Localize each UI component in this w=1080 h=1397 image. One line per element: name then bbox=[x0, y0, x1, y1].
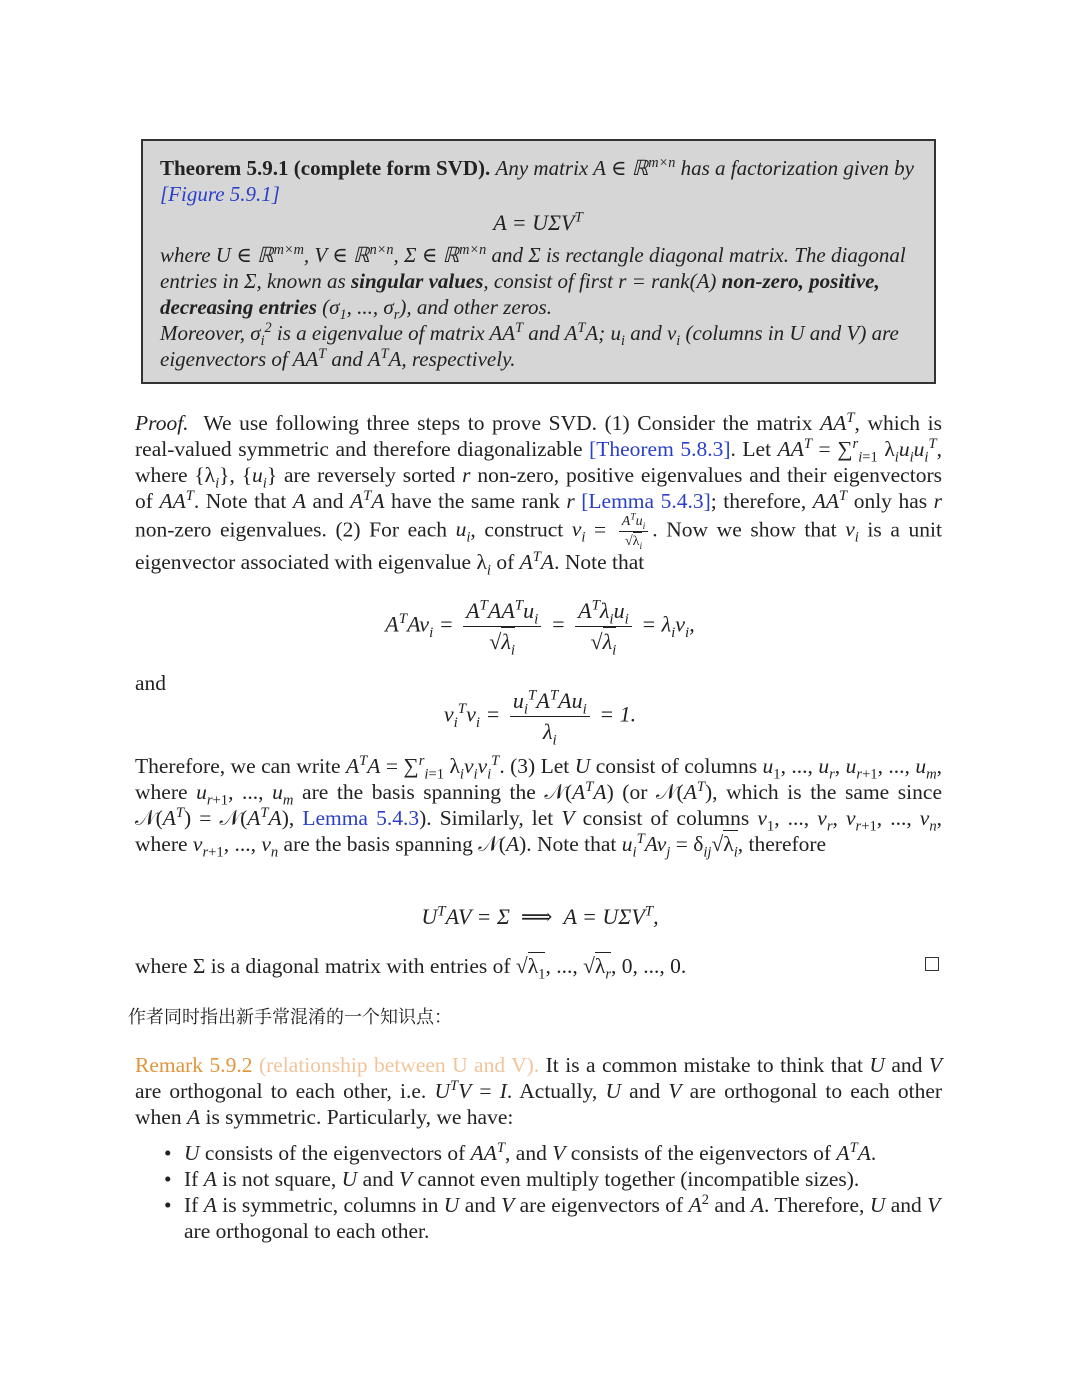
theorem-equation: $A = U\Sigma V^T$ bbox=[493, 209, 583, 235]
remark-subtitle: (relationship between U and V). bbox=[258, 1053, 540, 1077]
list-item: • If A is symmetric, columns in U and V are eigenvectors of $A^2$ and A. Therefore, U and V are orthogonal to each other. bbox=[160, 1192, 945, 1244]
proof-label: Proof. bbox=[135, 411, 189, 435]
theorem-moreover: Moreover, $\sigma_i^2$ is a eigenvalue of matrix $AA^T$ and $A^TA$; $u_i$ and $v_i$ (columns in U and V) are eigenvectors of $AA^T$ and $A^TA$, respectively. bbox=[160, 320, 899, 371]
lemma-5-4-3-link[interactable]: [Lemma 5.4.3] bbox=[581, 489, 711, 513]
list-item: • If A is not square, U and V cannot even multiply together (incompatible sizes). bbox=[160, 1166, 945, 1192]
and-word: and bbox=[135, 671, 167, 695]
figure-reference-link[interactable]: [Figure 5.9.1] bbox=[160, 182, 280, 206]
equation-2: $v_i^Tv_i$ = $\frac{u_i^TA^TAu_i}{\lambda_i}$ = 1. bbox=[443, 687, 637, 749]
remark-bullet-list bbox=[160, 1140, 945, 1244]
theorem-statement-start: Any matrix A ∈ ℝ$^{m\times n}$ has a factorization given by bbox=[495, 155, 914, 180]
singular-values-term: singular values bbox=[350, 269, 484, 293]
theorem-title: Theorem 5.9.1 (complete form SVD). bbox=[160, 156, 491, 180]
theorem-intro-line bbox=[160, 155, 916, 207]
equation-3: $U^TAV = \Sigma$ ⟹ $A = U\Sigma V^T$, bbox=[421, 903, 659, 929]
lemma-5-4-3-link-2[interactable]: Lemma 5.4.3 bbox=[302, 806, 420, 830]
remark-title bbox=[135, 1053, 539, 1077]
remark-number: Remark 5.9.2 bbox=[135, 1053, 253, 1077]
remark-paragraph: Remark 5.9.2 (relationship between U and V). It is a common mistake to think that U and V are orthogonal to each other, i.e. $U^TV = I$. Actually, U and V are orthogonal to each other when A is symmetric. Particularly, we have: bbox=[135, 1053, 943, 1129]
nonzero-positive-term: non-zero, positive, decreasing entries bbox=[160, 269, 880, 319]
proof-conclusion: where Σ is a diagonal matrix with entries of $√\lambda_1$, ..., $√\lambda_r$, 0, ..., 0. bbox=[135, 954, 687, 983]
theorem-definition: where U ∈ ℝ$^{m\times m}$, V ∈ ℝ$^{n\times n}$, Σ ∈ ℝ$^{m\times n}$ and Σ is rectangle diagonal matrix. The diagonal entries in Σ, known as singular values, consist of first r = rank(A) non-zero, positive, decreasing entries ($\sigma_1$, ..., $\sigma_r$), and other zeros. bbox=[160, 242, 906, 324]
qed-square-icon bbox=[925, 957, 939, 971]
theorem-box bbox=[141, 139, 936, 384]
theorem-5-8-3-link[interactable]: [Theorem 5.8.3] bbox=[589, 437, 731, 461]
proof-paragraph-1: Proof. We use following three steps to prove SVD. (1) Consider the matrix $AA^T$, which is real-valued symmetric and therefore diagonalizable [Theorem 5.8.3]. Let $AA^T = \sum^r_{i=1}$ $\lambda_iu_iu_i^T$, where $\{\lambda_i\}$, $\{u_i\}$ are reversely sorted r non-zero, positive eigenvalues and their eigenvectors of $AA^T$. Note that A and $A^TA$ have the same rank r [Lemma 5.4.3]; therefore, $AA^T$ only has r non-zero eigenvalues. (2) For each $u_i$, construct $v_i$ = $\frac{A^Tu_i}{√\lambda_i}$ . Now we show that $v_i$ is a unit eigenvector associated with eigenvalue $\lambda_i$ of $A^TA$. Note that bbox=[135, 409, 942, 579]
list-item: • U consists of the eigenvectors of $AA^T$, and V consists of the eigenvectors of $A^TA$. bbox=[160, 1140, 945, 1166]
chinese-note: 作者同时指出新手常混淆的一个知识点： bbox=[128, 1007, 452, 1028]
equation-1: $A^TAv_i$ = $\frac{A^TAA^Tu_i}{√\lambda_i}$ = $\frac{A^T\lambda_iu_i}{√\lambda_i}$ = $\lambda_iv_i$, bbox=[385, 597, 695, 659]
proof-paragraph-2: Therefore, we can write $A^TA = \sum^r_{i=1}$ $\lambda_iv_iv_i^T$. (3) Let U consist of columns $u_1$, ..., $u_r$, $u_{r+1}$, ..., $u_m$, where $u_{r+1}$, ..., $u_m$ are the basis spanning the $𝒩(A^TA)$ (or $𝒩(A^T)$, which is the same since $𝒩(A^T)$ = $𝒩(A^TA)$, Lemma 5.4.3). Similarly, let V consist of columns $v_1$, ..., $v_r$, $v_{r+1}$, ..., $v_n$, where $v_{r+1}$, ..., $v_n$ are the basis spanning 𝒩(A). Note that $u_i^TAv_j = \delta_{ij}√\lambda_i$, therefore bbox=[135, 752, 943, 861]
